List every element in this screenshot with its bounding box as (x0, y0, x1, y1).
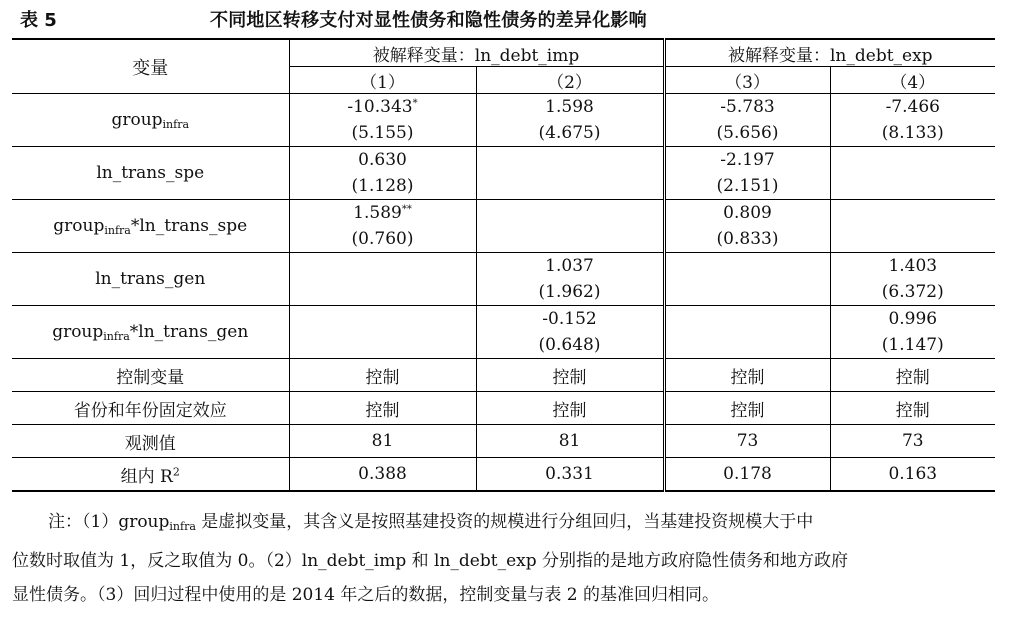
significance-stars: ** (401, 204, 412, 215)
coefficient-value: -10.343 (347, 97, 413, 117)
coefficient-value: 1.037 (545, 256, 594, 276)
table-title-row (12, 6, 1002, 32)
r-squared-value: 0.163 (830, 458, 995, 492)
coefficient-cell (830, 147, 995, 174)
variable-name (12, 253, 289, 306)
r-squared-label-base: 组内 R (120, 466, 173, 487)
note-line-1 (12, 505, 1002, 544)
r-squared-label (12, 458, 289, 492)
standard-error-cell: (5.155) (289, 120, 476, 147)
r-squared-value: 0.178 (664, 458, 830, 492)
r-squared-value: 0.388 (289, 458, 476, 492)
variable-name-base: ln_trans_gen (95, 269, 206, 289)
summary-value: 控制 (289, 392, 476, 425)
summary-value: 73 (830, 425, 995, 458)
coefficient-cell (830, 253, 995, 280)
summary-value: 控制 (289, 359, 476, 392)
r-squared-row (12, 458, 995, 492)
summary-value: 控制 (476, 359, 664, 392)
table-number: 表 5 (20, 10, 57, 31)
standard-error-cell (289, 279, 476, 306)
table-note (12, 505, 1002, 612)
coefficient-cell (830, 200, 995, 227)
variable-name-base: group (53, 215, 105, 236)
summary-value: 81 (476, 425, 664, 458)
standard-error-cell (830, 173, 995, 200)
coef-row (12, 253, 995, 280)
col-header-3: （3） (664, 67, 830, 94)
standard-error-cell: (1.962) (476, 279, 664, 306)
standard-error-cell: (2.151) (664, 173, 830, 200)
coefficient-value: 1.403 (888, 256, 938, 276)
standard-error-cell: (6.372) (830, 279, 995, 306)
coefficient-rows (12, 94, 995, 359)
r-squared-value: 0.331 (476, 458, 664, 492)
standard-error-cell: (1.128) (289, 173, 476, 200)
summary-value: 控制 (830, 359, 995, 392)
standard-error-cell: (8.133) (830, 120, 995, 147)
summary-label: 控制变量 (12, 359, 289, 392)
coefficient-cell (664, 147, 830, 174)
r-squared-label-sup: 2 (172, 464, 180, 478)
standard-error-cell: (1.147) (830, 332, 995, 359)
variable-name (12, 200, 289, 253)
col-header-1: （1） (289, 67, 476, 94)
coef-row (12, 200, 995, 227)
standard-error-cell (664, 332, 830, 359)
variable-name-base: ln_trans_spe (96, 163, 205, 183)
coefficient-cell (830, 94, 995, 121)
coefficient-cell (289, 200, 476, 227)
coefficient-cell (289, 147, 476, 174)
coefficient-cell (289, 253, 476, 280)
summary-label: 省份和年份固定效应 (12, 392, 289, 425)
note-subscript: infra (169, 520, 196, 533)
note-prefix: 注：（1）group (48, 512, 170, 532)
coefficient-value: -7.466 (885, 97, 940, 117)
variable-name-subscript: infra (104, 223, 131, 237)
note-line-3: 显性债务。（3）回归过程中使用的是 2014 年之后的数据，控制变量与表 2 的基准回归相同。 (12, 585, 720, 605)
dep-var-header-exp: 被解释变量：ln_debt_exp (664, 39, 995, 67)
summary-value: 控制 (664, 359, 830, 392)
summary-value: 控制 (664, 392, 830, 425)
variable-name (12, 147, 289, 200)
variable-name-suffix: *ln_trans_spe (130, 215, 248, 236)
variable-name (12, 306, 289, 359)
coef-row (12, 306, 995, 333)
coefficient-cell (664, 253, 830, 280)
summary-row (12, 359, 995, 392)
variable-header: 变量 (12, 39, 289, 94)
variable-name-subscript: infra (103, 329, 130, 343)
coefficient-value: 1.598 (545, 97, 594, 117)
coefficient-value: 0.809 (723, 203, 772, 223)
summary-value: 控制 (476, 392, 664, 425)
coefficient-value: 0.630 (358, 150, 407, 170)
standard-error-cell (289, 332, 476, 359)
summary-rows (12, 359, 995, 492)
table-title: 不同地区转移支付对显性债务和隐性债务的差异化影响 (210, 10, 647, 31)
coefficient-cell (664, 306, 830, 333)
standard-error-cell (476, 173, 664, 200)
standard-error-cell: (5.656) (664, 120, 830, 147)
standard-error-cell (664, 279, 830, 306)
standard-error-cell: (0.648) (476, 332, 664, 359)
summary-row (12, 425, 995, 458)
coefficient-value: 0.996 (888, 309, 938, 329)
variable-name-subscript: infra (162, 117, 190, 131)
summary-row (12, 392, 995, 425)
standard-error-cell (830, 226, 995, 253)
variable-name-base: group (111, 109, 163, 130)
col-header-2: （2） (476, 67, 664, 94)
summary-label: 观测值 (12, 425, 289, 458)
summary-value: 81 (289, 425, 476, 458)
coefficient-value: -0.152 (542, 309, 597, 329)
coefficient-value: -2.197 (720, 150, 775, 170)
standard-error-cell: (0.833) (664, 226, 830, 253)
coef-row (12, 94, 995, 121)
regression-table (12, 38, 995, 492)
coefficient-cell (476, 306, 664, 333)
summary-value: 73 (664, 425, 830, 458)
coefficient-value: -5.783 (720, 97, 775, 117)
note-line-1-text: 是虚拟变量，其含义是按照基建投资的规模进行分组回归，当基建投资规模大于中 (195, 512, 814, 532)
variable-name-suffix: *ln_trans_gen (129, 321, 249, 342)
coefficient-cell (476, 253, 664, 280)
coefficient-cell (664, 200, 830, 227)
coefficient-cell (476, 94, 664, 121)
summary-value: 控制 (830, 392, 995, 425)
coefficient-cell (664, 94, 830, 121)
standard-error-cell: (4.675) (476, 120, 664, 147)
variable-name-base: group (52, 321, 104, 342)
coefficient-cell (830, 306, 995, 333)
variable-name (12, 94, 289, 147)
note-line-2: 位数时取值为 1，反之取值为 0。（2）ln_debt_imp 和 ln_debt_exp 分别指的是地方政府隐性债务和地方政府 (12, 551, 849, 571)
dep-var-header-imp: 被解释变量：ln_debt_imp (289, 39, 664, 67)
standard-error-cell: (0.760) (289, 226, 476, 253)
coefficient-cell (289, 306, 476, 333)
coefficient-value: 1.589 (353, 203, 402, 223)
coefficient-cell (476, 147, 664, 174)
coef-row (12, 147, 995, 174)
col-header-4: （4） (830, 67, 995, 94)
significance-stars: * (412, 98, 418, 109)
coefficient-cell (476, 200, 664, 227)
standard-error-cell (476, 226, 664, 253)
coefficient-cell (289, 94, 476, 121)
